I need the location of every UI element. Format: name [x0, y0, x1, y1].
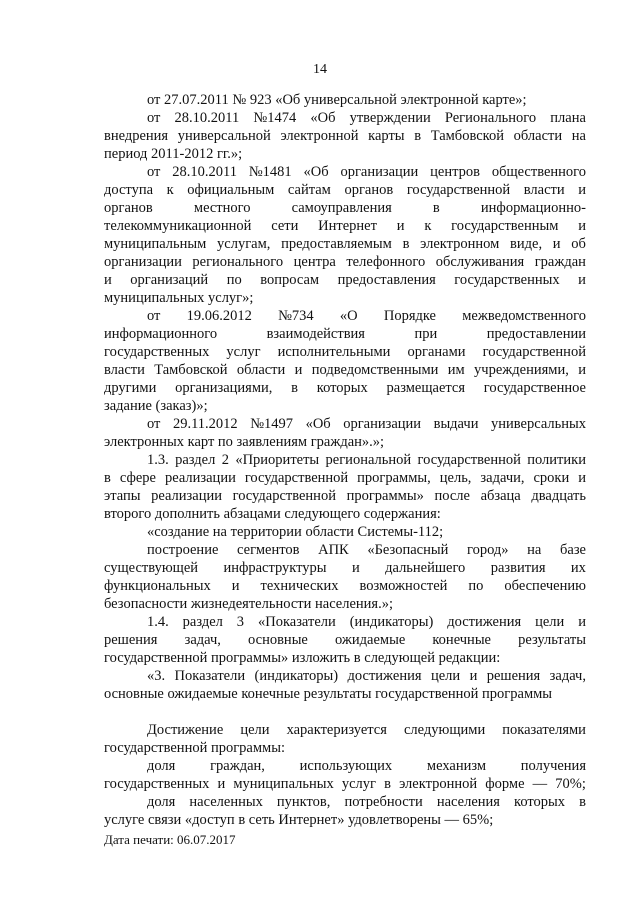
text-line: Достижение цели характеризуется следующими показателями [147, 722, 586, 738]
text-line: муниципальным услугам, предоставляемым в электронном виде, и об [104, 236, 586, 252]
text-line: «3. Показатели (индикаторы) достижения цели и решения задач, [147, 668, 586, 684]
text-line: от 28.10.2011 №1481 «Об организации центров общественного [147, 164, 586, 180]
page-number: 14 [313, 62, 327, 77]
text-line: от 29.11.2012 №1497 «Об организации выдачи универсальных [147, 416, 586, 432]
text-line: власти Тамбовской области и подведомственными им учреждениями, и [104, 362, 586, 378]
text-line: основные ожидаемые конечные результаты государственной программы [104, 686, 553, 702]
text-line: доступа к официальным сайтам органов государственной власти и [104, 182, 586, 198]
text-line: существующей инфраструктуры и дальнейшего развития их [104, 560, 586, 576]
text-line: этапы реализации государственной программы» после абзаца двадцать [104, 488, 586, 504]
text-line: другими организациями, в которых размещается государственное [104, 380, 586, 396]
text-line: муниципальных услуг»; [104, 290, 254, 306]
text-line: второго дополнить абзацами следующего содержания: [104, 506, 441, 522]
text-line: 1.3. раздел 2 «Приоритеты региональной государственной политики [147, 452, 586, 468]
text-line: 1.4. раздел 3 «Показатели (индикаторы) достижения цели и [147, 614, 586, 630]
text-line: от 27.07.2011 № 923 «Об универсальной электронной карте»; [147, 92, 527, 108]
print-date-footer: Дата печати: 06.07.2017 [104, 832, 236, 847]
text-line: безопасности жизнедеятельности населения.»; [104, 596, 394, 612]
text-line: государственной программы» изложить в следующей редакции: [104, 650, 501, 666]
text-line: государственной программы: [104, 740, 285, 756]
text-line: и организаций по вопросам предоставления государственных и [104, 272, 586, 288]
text-line: телекоммуникационной сети Интернет и к государственным и [104, 218, 586, 234]
text-line: доля населенных пунктов, потребности населения которых в [147, 794, 586, 810]
text-line: задание (заказ)»; [104, 398, 208, 414]
text-line: услуге связи «доступ в сеть Интернет» удовлетворены — 65%; [104, 812, 494, 828]
text-line: период 2011-2012 гг.»; [104, 146, 243, 162]
text-line: внедрения универсальной электронной карты в Тамбовской области на [104, 128, 586, 144]
text-line: от 19.06.2012 №734 «О Порядке межведомственного [147, 308, 586, 324]
text-line: «создание на территории области Системы-112; [147, 524, 444, 540]
text-line: организации регионального центра телефонного обслуживания граждан [104, 254, 586, 270]
text-line: построение сегментов АПК «Безопасный город» на базе [147, 542, 586, 558]
text-line: от 28.10.2011 №1474 «Об утверждении Регионального плана [147, 110, 586, 126]
text-line: органов местного самоуправления в информационно- [104, 200, 586, 216]
text-line: государственных и муниципальных услуг в электронной форме — 70%; [104, 776, 586, 792]
text-line: информационного взаимодействия при предоставлении [104, 326, 586, 342]
text-line: доля граждан, использующих механизм получения [147, 758, 586, 774]
text-line: решения задач, основные ожидаемые конечные результаты [104, 632, 586, 648]
text-line: электронных карт по заявлениям граждан».»; [104, 434, 385, 450]
text-line: государственных услуг исполнительными органами государственной [104, 344, 586, 360]
text-line: функциональных и технических возможностей по обеспечению [104, 578, 586, 594]
text-line: в сфере реализации государственной программы, цель, задачи, сроки и [104, 470, 586, 486]
